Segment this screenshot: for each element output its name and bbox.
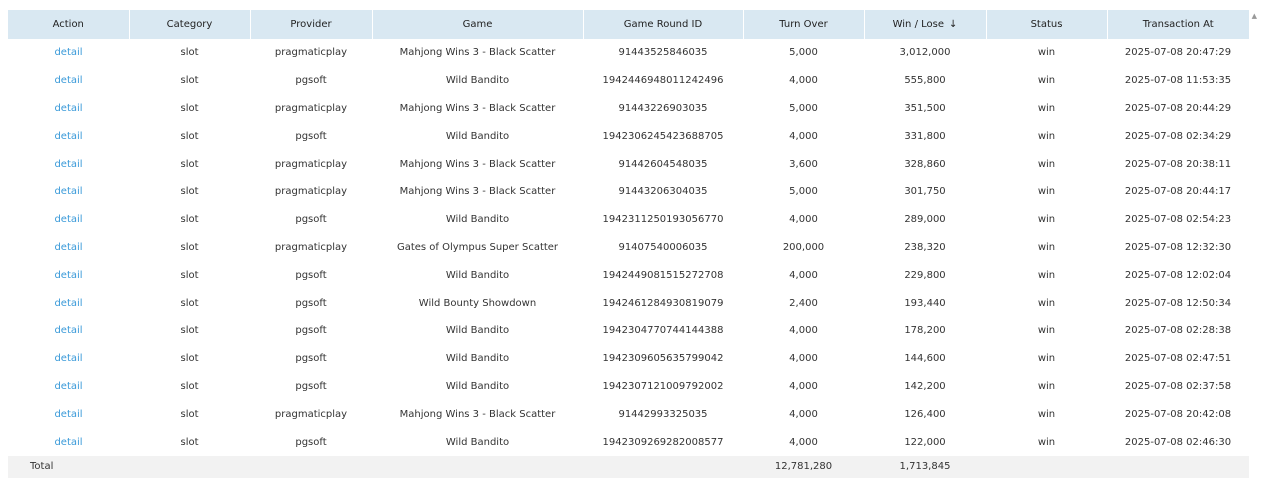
total-empty-cell [1107, 456, 1249, 478]
cell-win-lose: 351,500 [904, 102, 946, 114]
cell-game: Wild Bandito [445, 269, 510, 281]
cell-provider: pgsoft [295, 436, 327, 448]
cell-provider: pgsoft [295, 130, 327, 142]
cell-round-id: 91443525846035 [618, 47, 708, 59]
cell-status: win [1037, 353, 1056, 365]
table-header [8, 10, 1249, 39]
cell-action [8, 400, 129, 428]
cell-category: slot [180, 380, 199, 392]
cell-category: slot [180, 158, 199, 170]
cell-status: win [1037, 130, 1056, 142]
detail-link[interactable]: detail [54, 297, 83, 309]
cell-turn-over: 5,000 [789, 102, 818, 114]
detail-link[interactable]: detail [54, 102, 83, 114]
cell-category: slot [180, 102, 199, 114]
total-empty-cell [986, 456, 1107, 478]
table-row [8, 261, 1249, 289]
table-row [8, 39, 1249, 67]
cell-round-id: 91442604548035 [618, 158, 708, 170]
table-row [8, 289, 1249, 317]
cell-win-lose: 3,012,000 [899, 47, 951, 59]
table-row [8, 234, 1249, 262]
cell-category: slot [180, 269, 199, 281]
total-turn-over: 12,781,280 [743, 456, 864, 478]
cell-win-lose: 328,860 [904, 158, 946, 170]
detail-link[interactable]: detail [54, 75, 83, 87]
table-row [8, 150, 1249, 178]
cell-game: Gates of Olympus Super Scatter [396, 241, 559, 253]
column-header-transaction-at[interactable] [1107, 10, 1249, 39]
cell-provider: pgsoft [295, 380, 327, 392]
cell-round-id: 91407540006035 [618, 241, 708, 253]
cell-win-lose: 555,800 [904, 75, 946, 87]
cell-action [8, 206, 129, 234]
cell-game: Mahjong Wins 3 - Black Scatter [399, 102, 556, 114]
cell-game: Wild Bandito [445, 380, 510, 392]
detail-link[interactable]: detail [54, 214, 83, 226]
cell-action [8, 317, 129, 345]
cell-action [8, 178, 129, 206]
cell-provider: pgsoft [295, 269, 327, 281]
cell-round-id: 1942307121009792002 [602, 380, 724, 392]
cell-status: win [1037, 408, 1056, 420]
cell-transaction-at: 2025-07-08 02:34:29 [1124, 130, 1232, 142]
total-empty-cell [250, 456, 372, 478]
column-header-action[interactable] [8, 10, 129, 39]
cell-action [8, 39, 129, 67]
cell-status: win [1037, 325, 1056, 337]
cell-category: slot [180, 241, 199, 253]
scroll-up-arrow-icon[interactable]: ▲ [1251, 12, 1257, 20]
cell-category: slot [180, 75, 199, 87]
cell-transaction-at: 2025-07-08 20:44:17 [1124, 186, 1232, 198]
table-row [8, 428, 1249, 456]
cell-provider: pgsoft [295, 214, 327, 226]
cell-turn-over: 200,000 [782, 241, 825, 253]
cell-provider: pgsoft [295, 75, 327, 87]
cell-game: Mahjong Wins 3 - Black Scatter [399, 408, 556, 420]
total-empty-cell [129, 456, 250, 478]
detail-link[interactable]: detail [54, 130, 83, 142]
cell-game: Wild Bandito [445, 325, 510, 337]
cell-game: Mahjong Wins 3 - Black Scatter [399, 47, 556, 59]
cell-status: win [1037, 380, 1056, 392]
arrow-down-icon[interactable]: ↓ [949, 19, 958, 30]
cell-transaction-at: 2025-07-08 02:28:38 [1124, 325, 1232, 337]
cell-game: Wild Bandito [445, 353, 510, 365]
total-empty-cell [583, 456, 743, 478]
cell-game: Wild Bandito [445, 75, 510, 87]
cell-turn-over: 2,400 [789, 297, 818, 309]
table-footer [8, 456, 1249, 478]
cell-provider: pragmaticplay [274, 241, 348, 253]
cell-category: slot [180, 325, 199, 337]
cell-action [8, 150, 129, 178]
cell-category: slot [180, 408, 199, 420]
detail-link[interactable]: detail [54, 241, 83, 253]
table-row [8, 67, 1249, 95]
cell-round-id: 1942461284930819079 [602, 297, 724, 309]
column-header-label: Turn Over [779, 19, 828, 30]
cell-turn-over: 3,600 [789, 158, 818, 170]
cell-action [8, 289, 129, 317]
cell-status: win [1037, 75, 1056, 87]
cell-turn-over: 4,000 [789, 130, 818, 142]
cell-round-id: 1942449081515272708 [602, 269, 724, 281]
cell-turn-over: 4,000 [789, 325, 818, 337]
header-row [8, 10, 1249, 39]
detail-link[interactable]: detail [54, 325, 83, 337]
cell-action [8, 373, 129, 401]
cell-category: slot [180, 214, 199, 226]
total-empty-cell [372, 456, 583, 478]
detail-link[interactable]: detail [54, 158, 83, 170]
cell-provider: pgsoft [295, 325, 327, 337]
transactions-table-container [8, 10, 1249, 478]
cell-win-lose: 144,600 [904, 353, 946, 365]
column-header-turn-over[interactable] [743, 10, 864, 39]
detail-link[interactable]: detail [54, 186, 83, 198]
cell-round-id: 1942309269282008577 [602, 436, 724, 448]
cell-transaction-at: 2025-07-08 02:54:23 [1124, 214, 1232, 226]
cell-round-id: 1942304770744144388 [602, 325, 724, 337]
cell-status: win [1037, 436, 1056, 448]
cell-status: win [1037, 158, 1056, 170]
cell-game: Mahjong Wins 3 - Black Scatter [399, 186, 556, 198]
cell-game: Wild Bandito [445, 214, 510, 226]
cell-win-lose: 289,000 [904, 214, 946, 226]
cell-provider: pragmaticplay [274, 408, 348, 420]
cell-turn-over: 4,000 [789, 353, 818, 365]
detail-link[interactable]: detail [54, 380, 83, 392]
column-header-win-lose[interactable] [864, 10, 986, 39]
column-header-label: Status [1030, 19, 1063, 30]
cell-round-id: 91443206304035 [618, 186, 708, 198]
cell-category: slot [180, 186, 199, 198]
cell-action [8, 261, 129, 289]
table-row [8, 122, 1249, 150]
cell-turn-over: 4,000 [789, 269, 818, 281]
cell-action [8, 122, 129, 150]
cell-turn-over: 4,000 [789, 436, 818, 448]
cell-provider: pragmaticplay [274, 102, 348, 114]
table-row [8, 206, 1249, 234]
cell-transaction-at: 2025-07-08 20:44:29 [1124, 102, 1232, 114]
cell-round-id: 1942309605635799042 [602, 353, 724, 365]
column-header-label: Game Round ID [623, 19, 703, 30]
cell-round-id: 1942311250193056770 [602, 214, 724, 226]
cell-status: win [1037, 297, 1056, 309]
table-row [8, 400, 1249, 428]
column-header-provider[interactable] [250, 10, 372, 39]
cell-transaction-at: 2025-07-08 12:50:34 [1124, 297, 1232, 309]
column-header-label: Category [166, 19, 213, 30]
total-label: Total [8, 456, 129, 478]
cell-transaction-at: 2025-07-08 20:38:11 [1124, 158, 1232, 170]
cell-win-lose: 238,320 [904, 241, 946, 253]
cell-transaction-at: 2025-07-08 02:37:58 [1124, 380, 1232, 392]
cell-action [8, 234, 129, 262]
column-header-label: Action [52, 19, 84, 30]
cell-win-lose: 122,000 [904, 436, 946, 448]
cell-status: win [1037, 102, 1056, 114]
cell-category: slot [180, 353, 199, 365]
cell-action [8, 345, 129, 373]
cell-turn-over: 5,000 [789, 186, 818, 198]
cell-round-id: 91442993325035 [618, 408, 708, 420]
detail-link[interactable]: detail [54, 436, 83, 448]
column-header-round-id[interactable] [583, 10, 743, 39]
cell-win-lose: 178,200 [904, 325, 946, 337]
column-header-label: Transaction At [1142, 19, 1214, 30]
cell-win-lose: 126,400 [904, 408, 946, 420]
cell-game: Mahjong Wins 3 - Black Scatter [399, 158, 556, 170]
cell-provider: pgsoft [295, 353, 327, 365]
cell-win-lose: 142,200 [904, 380, 946, 392]
column-header-label: Game [462, 19, 493, 30]
cell-provider: pragmaticplay [274, 47, 348, 59]
cell-status: win [1037, 241, 1056, 253]
column-header-game[interactable] [372, 10, 583, 39]
column-header-category[interactable] [129, 10, 250, 39]
cell-round-id: 1942446948011242496 [602, 75, 724, 87]
cell-game: Wild Bounty Showdown [418, 297, 537, 309]
total-win-lose: 1,713,845 [864, 456, 986, 478]
cell-action [8, 428, 129, 456]
cell-transaction-at: 2025-07-08 02:47:51 [1124, 353, 1232, 365]
cell-win-lose: 331,800 [904, 130, 946, 142]
cell-round-id: 91443226903035 [618, 102, 708, 114]
total-row [8, 456, 1249, 478]
table-row [8, 345, 1249, 373]
cell-win-lose: 229,800 [904, 269, 946, 281]
cell-provider: pragmaticplay [274, 158, 348, 170]
cell-turn-over: 5,000 [789, 47, 818, 59]
cell-category: slot [180, 297, 199, 309]
cell-category: slot [180, 436, 199, 448]
table-row [8, 317, 1249, 345]
cell-transaction-at: 2025-07-08 20:42:08 [1124, 408, 1232, 420]
cell-turn-over: 4,000 [789, 380, 818, 392]
cell-win-lose: 193,440 [904, 297, 946, 309]
cell-transaction-at: 2025-07-08 12:02:04 [1124, 269, 1232, 281]
cell-provider: pragmaticplay [274, 186, 348, 198]
transactions-table [8, 10, 1249, 478]
cell-round-id: 1942306245423688705 [602, 130, 724, 142]
cell-transaction-at: 2025-07-08 20:47:29 [1124, 47, 1232, 59]
cell-turn-over: 4,000 [789, 75, 818, 87]
cell-game: Wild Bandito [445, 436, 510, 448]
cell-transaction-at: 2025-07-08 12:32:30 [1124, 241, 1232, 253]
detail-link[interactable]: detail [54, 47, 83, 59]
detail-link[interactable]: detail [54, 408, 83, 420]
column-header-label: Win / Lose [892, 19, 944, 30]
cell-action [8, 67, 129, 95]
cell-category: slot [180, 47, 199, 59]
cell-transaction-at: 2025-07-08 02:46:30 [1124, 436, 1232, 448]
cell-win-lose: 301,750 [904, 186, 946, 198]
cell-status: win [1037, 269, 1056, 281]
column-header-label: Provider [290, 19, 332, 30]
table-row [8, 178, 1249, 206]
column-header-status[interactable] [986, 10, 1107, 39]
cell-transaction-at: 2025-07-08 11:53:35 [1124, 75, 1232, 87]
cell-action [8, 95, 129, 123]
cell-game: Wild Bandito [445, 130, 510, 142]
cell-provider: pgsoft [295, 297, 327, 309]
cell-status: win [1037, 214, 1056, 226]
cell-turn-over: 4,000 [789, 214, 818, 226]
table-row [8, 373, 1249, 401]
cell-status: win [1037, 47, 1056, 59]
cell-turn-over: 4,000 [789, 408, 818, 420]
table-body [8, 39, 1249, 456]
table-row [8, 95, 1249, 123]
cell-status: win [1037, 186, 1056, 198]
cell-category: slot [180, 130, 199, 142]
detail-link[interactable]: detail [54, 353, 83, 365]
detail-link[interactable]: detail [54, 269, 83, 281]
